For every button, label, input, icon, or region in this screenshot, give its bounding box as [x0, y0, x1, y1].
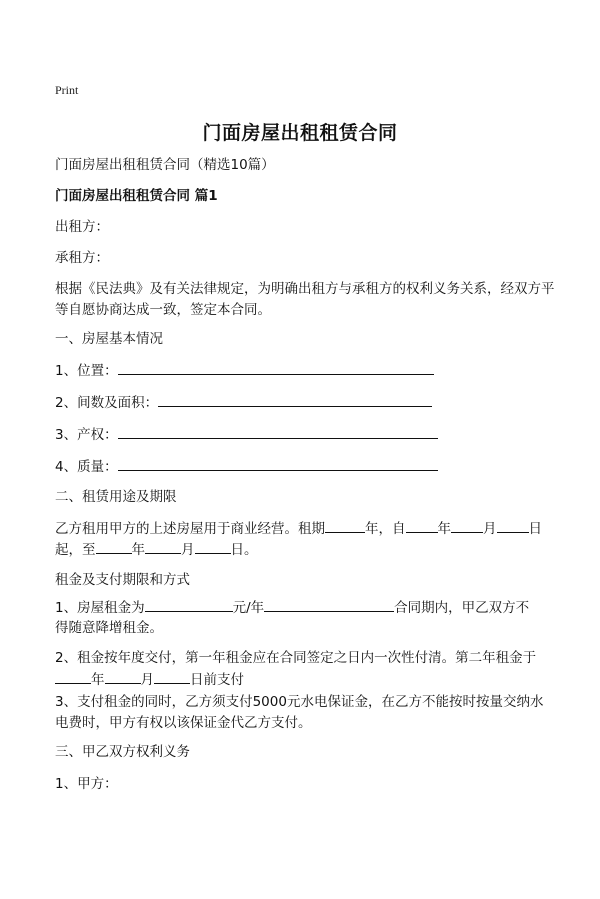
lessee-line: 承租方：	[55, 250, 109, 266]
lease-term-text: 日。	[230, 542, 258, 558]
part1-heading: 一、房屋基本情况	[55, 331, 163, 347]
second-day-blank[interactable]	[154, 669, 190, 684]
second-month-blank[interactable]	[105, 669, 141, 684]
item-location-label: 1、位置：	[55, 363, 118, 379]
rent-item-1-line-1	[55, 597, 529, 618]
lease-term-text: 月	[483, 521, 497, 537]
lessor-line: 出租方：	[55, 219, 109, 235]
rent-text: 日前支付	[190, 672, 244, 688]
lease-term-line-1	[55, 518, 542, 539]
second-year-blank[interactable]	[55, 669, 91, 684]
rent-text: 年	[91, 672, 105, 688]
ownership-blank[interactable]	[118, 424, 438, 439]
item-quality	[55, 456, 438, 477]
start-year-blank[interactable]	[406, 518, 438, 533]
document-subtitle: 门面房屋出租租赁合同（精选10篇）	[55, 157, 275, 173]
lease-term-line-2	[55, 539, 258, 560]
rent-text: 月	[140, 672, 154, 688]
term-years-blank[interactable]	[325, 518, 365, 533]
quality-blank[interactable]	[118, 456, 438, 471]
location-blank[interactable]	[118, 360, 434, 375]
document-title: 门面房屋出租租赁合同	[202, 122, 398, 144]
rent-item-1-line-2: 得随意降增租金。	[55, 620, 163, 636]
item-location	[55, 360, 434, 381]
lease-term-text: 日	[528, 521, 542, 537]
rent-amount-words-blank[interactable]	[264, 597, 394, 612]
lease-term-text: 月	[181, 542, 195, 558]
rent-heading: 租金及支付期限和方式	[55, 572, 190, 588]
lease-term-text: 年，自	[365, 521, 406, 537]
rent-item-2-line-2	[55, 669, 244, 690]
part3-heading: 三、甲乙双方权利义务	[55, 744, 190, 760]
rent-text: 合同期内，甲乙双方不	[394, 600, 530, 616]
print-label[interactable]: Print	[55, 83, 79, 97]
rent-text: 元/年	[232, 600, 265, 616]
rooms-area-blank[interactable]	[158, 392, 432, 407]
party-a-line: 1、甲方：	[55, 776, 118, 792]
start-day-blank[interactable]	[497, 518, 529, 533]
start-month-blank[interactable]	[451, 518, 483, 533]
intro-paragraph: 根据《民法典》及有关法律规定，为明确出租方与承租方的权利义务关系，经双方平等自愿协商达成一致，签定本合同。	[55, 281, 555, 318]
lease-term-text: 年	[437, 521, 451, 537]
rent-item-2-line-1: 2、租金按年度交付，第一年租金应在合同签定之日内一次性付清。第二年租金于	[55, 650, 537, 666]
end-month-blank[interactable]	[145, 539, 181, 554]
rent-text: 1、房屋租金为	[55, 600, 145, 616]
part2-heading: 二、租赁用途及期限	[55, 489, 177, 505]
item-ownership	[55, 424, 438, 445]
section-heading: 门面房屋出租租赁合同 篇1	[55, 188, 218, 204]
item-ownership-label: 3、产权：	[55, 427, 118, 443]
lease-term-text: 乙方租用甲方的上述房屋用于商业经营。租期	[55, 521, 325, 537]
item-rooms-area	[55, 392, 432, 413]
lease-term-text: 起，至	[55, 542, 96, 558]
rent-amount-blank[interactable]	[145, 597, 233, 612]
end-day-blank[interactable]	[195, 539, 231, 554]
lease-term-text: 年	[131, 542, 145, 558]
end-year-blank[interactable]	[96, 539, 132, 554]
rent-item-3: 3、支付租金的同时，乙方须支付5000元水电保证金，在乙方不能按时按量交纳水电费时，甲方有权以该保证金代乙方支付。	[55, 694, 544, 731]
item-quality-label: 4、质量：	[55, 459, 118, 475]
item-rooms-area-label: 2、间数及面积：	[55, 395, 159, 411]
